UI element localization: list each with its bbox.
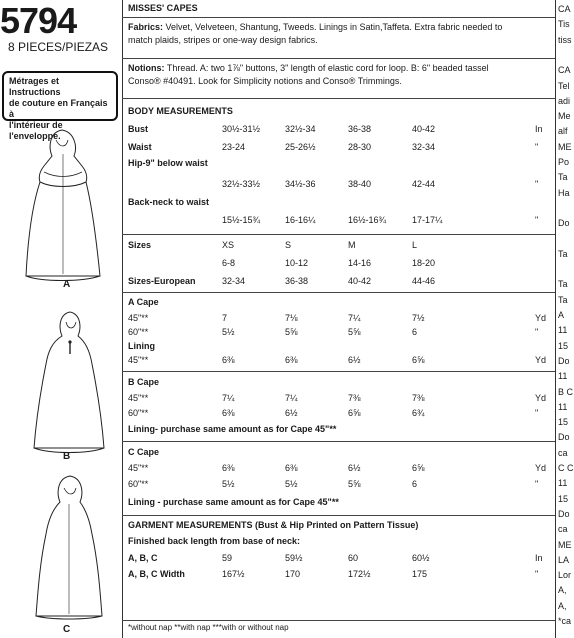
table-cell: 36-38 bbox=[348, 124, 372, 134]
cropped-text: 11 bbox=[558, 478, 568, 489]
unit-cell: " bbox=[535, 142, 539, 152]
width-label: 60"** bbox=[128, 327, 149, 337]
right-column-cropped bbox=[556, 0, 574, 638]
cropped-text: 15 bbox=[558, 493, 569, 504]
table-cell: 32½-33½ bbox=[222, 179, 261, 189]
table-cell: 6½ bbox=[348, 463, 361, 473]
pieces-count: 8 PIECES/PIEZAS bbox=[8, 40, 109, 54]
table-cell: 23-24 bbox=[222, 142, 246, 152]
table-cell: 59 bbox=[222, 553, 233, 563]
cropped-text: CA bbox=[558, 65, 571, 76]
table-cell: 6⅜ bbox=[285, 355, 298, 365]
table-cell: 59½ bbox=[285, 553, 303, 563]
table-cell: 60 bbox=[348, 553, 359, 563]
footer-legend: *without nap **with nap ***with or without nap bbox=[128, 623, 289, 632]
section-title: BODY MEASUREMENTS bbox=[128, 106, 233, 116]
table-cell: 172½ bbox=[348, 569, 371, 579]
table-cell: 167½ bbox=[222, 569, 245, 579]
table-cell: 30½-31½ bbox=[222, 124, 261, 134]
cropped-text: Me bbox=[558, 111, 571, 122]
table-cell: 60½ bbox=[412, 553, 430, 563]
cropped-text: Lor bbox=[558, 570, 572, 581]
table-cell: 6⅝ bbox=[348, 408, 361, 418]
table-cell: 32-34 bbox=[412, 142, 436, 152]
width-label: 45"** bbox=[128, 393, 149, 403]
unit-cell: " bbox=[535, 408, 539, 418]
unit-cell: " bbox=[535, 327, 539, 337]
rule bbox=[122, 620, 555, 621]
table-cell: 7 bbox=[222, 313, 228, 323]
table-cell: 6-8 bbox=[222, 258, 236, 268]
table-cell: 5½ bbox=[222, 327, 235, 337]
width-label: 45"** bbox=[128, 463, 149, 473]
table-cell: 7¼ bbox=[285, 393, 298, 403]
cropped-text: 11 bbox=[558, 325, 568, 336]
cropped-text: 11 bbox=[558, 401, 568, 412]
table-cell: 25-26½ bbox=[285, 142, 316, 152]
cropped-text: Do bbox=[558, 432, 570, 443]
table-cell: 18-20 bbox=[412, 258, 436, 268]
cropped-text: tiss bbox=[558, 34, 572, 45]
table-cell: 32-34 bbox=[222, 276, 246, 286]
table-cell: 38-40 bbox=[348, 179, 372, 189]
section-title: GARMENT MEASUREMENTS (Bust & Hip Printed on Pattern Tissue) bbox=[128, 520, 419, 530]
cropped-text: *ca bbox=[558, 616, 572, 626]
rule bbox=[122, 58, 555, 59]
cropped-text: ca bbox=[558, 524, 568, 535]
unit-cell: " bbox=[535, 179, 539, 189]
cropped-text: Ta bbox=[558, 248, 568, 259]
cropped-text: LA bbox=[558, 554, 570, 565]
unit-cell: " bbox=[535, 215, 539, 225]
section-label: Lining bbox=[128, 341, 155, 351]
unit-cell: Yd bbox=[535, 355, 547, 365]
cropped-text: A bbox=[558, 310, 565, 320]
cropped-text: C C bbox=[558, 463, 574, 473]
cape-b-illustration bbox=[28, 308, 108, 458]
table-cell: 7⅜ bbox=[348, 393, 361, 403]
width-label: 60"** bbox=[128, 408, 149, 418]
notions-line: Notions: Thread. A: two 1⅞" buttons, 3" length of elastic cord for loop. B: 6" beaded tassel bbox=[128, 63, 489, 73]
rule bbox=[122, 515, 555, 516]
section-label: C Cape bbox=[128, 447, 160, 457]
cropped-text: 11 bbox=[558, 371, 568, 382]
table-cell: 5⅝ bbox=[348, 327, 361, 337]
cropped-text: Tel bbox=[558, 80, 570, 91]
row-label: Hip-9" below waist bbox=[128, 158, 208, 168]
cropped-text: ME bbox=[558, 141, 572, 152]
unit-cell: In bbox=[535, 553, 543, 563]
unit-cell: Yd bbox=[535, 393, 547, 403]
table-cell: 6⅜ bbox=[285, 463, 298, 473]
cropped-text: 15 bbox=[558, 417, 569, 428]
table-cell: 32½-34 bbox=[285, 124, 316, 134]
cropped-text: alf bbox=[558, 126, 568, 137]
table-cell: 6⅜ bbox=[222, 463, 235, 473]
unit-cell: Yd bbox=[535, 463, 547, 473]
table-cell: 6½ bbox=[285, 408, 298, 418]
cape-c-illustration bbox=[28, 472, 108, 622]
cape-a-illustration bbox=[22, 126, 112, 286]
table-cell: 7¼ bbox=[348, 313, 361, 323]
cropped-text: A, bbox=[558, 600, 567, 611]
notions-line-2: Conso® #40491. Look for Simplicity notions and Conso® Trimmings. bbox=[128, 76, 402, 86]
table-cell: L bbox=[412, 240, 418, 250]
table-cell: M bbox=[348, 240, 356, 250]
french-note-line: l'enveloppe. bbox=[9, 131, 61, 141]
table-cell: 6⅝ bbox=[412, 463, 425, 473]
rule bbox=[122, 292, 555, 293]
cropped-text: Do bbox=[558, 218, 570, 229]
table-cell: 40-42 bbox=[348, 276, 372, 286]
fabrics-line-2: match plaids, stripes or one-way design fabrics. bbox=[128, 35, 318, 45]
fabrics-line: Fabrics: Velvet, Velveteen, Shantung, Tweeds. Linings in Satin,Taffeta. Extra fabric needed to bbox=[128, 22, 503, 32]
table-cell: 15½-15¾ bbox=[222, 215, 261, 225]
table-cell: 6 bbox=[412, 479, 418, 489]
table-cell: 44-46 bbox=[412, 276, 436, 286]
left-panel bbox=[0, 0, 118, 638]
table-cell: 28-30 bbox=[348, 142, 372, 152]
rule bbox=[122, 234, 555, 235]
figure-label-b: B bbox=[63, 451, 71, 462]
table-cell: XS bbox=[222, 240, 235, 250]
table-cell: 7½ bbox=[412, 313, 425, 323]
cropped-text: B C bbox=[558, 386, 574, 397]
table-cell: 5½ bbox=[285, 479, 298, 489]
rule bbox=[122, 17, 555, 18]
table-cell: 6⅝ bbox=[412, 355, 425, 365]
width-label: 60"** bbox=[128, 479, 149, 489]
table-cell: 170 bbox=[285, 569, 301, 579]
table-cell: S bbox=[285, 240, 292, 250]
row-label: Back-neck to waist bbox=[128, 197, 210, 207]
row-label: Waist bbox=[128, 142, 152, 152]
cropped-text: Ta bbox=[558, 279, 568, 290]
row-label: A, B, C bbox=[128, 553, 158, 563]
table-cell: 6⅜ bbox=[222, 355, 235, 365]
figure-label-a: A bbox=[63, 279, 71, 290]
rule bbox=[122, 371, 555, 372]
envelope-back-table bbox=[122, 0, 555, 638]
table-cell: 7⅛ bbox=[285, 313, 298, 323]
figure-label-c: C bbox=[63, 624, 71, 635]
table-cell: 34½-36 bbox=[285, 179, 316, 189]
cropped-text: 15 bbox=[558, 340, 569, 351]
section-label: B Cape bbox=[128, 377, 160, 387]
table-cell: 175 bbox=[412, 569, 428, 579]
table-cell: 7¼ bbox=[222, 393, 235, 403]
row-label: Sizes-European bbox=[128, 276, 196, 286]
table-cell: 10-12 bbox=[285, 258, 309, 268]
cropped-text: Ha bbox=[558, 187, 570, 198]
width-label: 45"** bbox=[128, 355, 149, 365]
table-cell: 6¾ bbox=[412, 408, 425, 418]
table-cell: 42-44 bbox=[412, 179, 436, 189]
cropped-text: Tis bbox=[558, 19, 570, 30]
pattern-number: 5794 bbox=[0, 0, 77, 41]
cropped-text: Po bbox=[558, 157, 570, 167]
table-cell: 14-16 bbox=[348, 258, 372, 268]
lining-note: Lining - purchase same amount as for Cape 45"** bbox=[128, 497, 339, 507]
table-cell: 16½-16¾ bbox=[348, 215, 387, 225]
unit-cell: Yd bbox=[535, 313, 547, 323]
row-label: Finished back length from base of neck: bbox=[128, 536, 301, 546]
section-title: MISSES' CAPES bbox=[128, 3, 198, 13]
lining-note: Lining- purchase same amount as for Cape 45"** bbox=[128, 424, 337, 434]
row-label: Sizes bbox=[128, 240, 152, 250]
cropped-text: Ta bbox=[558, 294, 568, 305]
french-note-line: de couture en Français à bbox=[9, 98, 108, 119]
row-label: A, B, C Width bbox=[128, 569, 185, 579]
french-note-line: l'intérieur de bbox=[9, 120, 63, 130]
table-cell: 5⅝ bbox=[285, 327, 298, 337]
table-cell: 6 bbox=[412, 327, 418, 337]
table-cell: 36-38 bbox=[285, 276, 309, 286]
french-note bbox=[2, 71, 118, 141]
table-cell: 6½ bbox=[348, 355, 361, 365]
rule bbox=[122, 98, 555, 99]
cropped-text: Do bbox=[558, 355, 570, 366]
unit-cell: In bbox=[535, 124, 543, 134]
table-cell: 7⅜ bbox=[412, 393, 425, 403]
cropped-text: Do bbox=[558, 508, 570, 519]
width-label: 45"** bbox=[128, 313, 149, 323]
rule bbox=[122, 441, 555, 442]
cropped-text: adi bbox=[558, 95, 571, 106]
unit-cell: " bbox=[535, 479, 539, 489]
table-cell: 5⅝ bbox=[348, 479, 361, 489]
table-cell: 17-17¼ bbox=[412, 215, 443, 225]
cropped-text: ca bbox=[558, 447, 568, 458]
section-label: A Cape bbox=[128, 297, 159, 307]
cropped-text: ME bbox=[558, 539, 572, 550]
table-cell: 40-42 bbox=[412, 124, 436, 134]
cropped-text: CA bbox=[558, 4, 571, 14]
cropped-text: A, bbox=[558, 585, 567, 596]
table-cell: 5½ bbox=[222, 479, 235, 489]
cropped-text: Ta bbox=[558, 172, 568, 183]
table-cell: 16-16¼ bbox=[285, 215, 316, 225]
row-label: Bust bbox=[128, 124, 148, 134]
french-note-line: Métrages et Instructions bbox=[9, 76, 61, 97]
table-cell: 6⅜ bbox=[222, 408, 235, 418]
unit-cell: " bbox=[535, 569, 539, 579]
